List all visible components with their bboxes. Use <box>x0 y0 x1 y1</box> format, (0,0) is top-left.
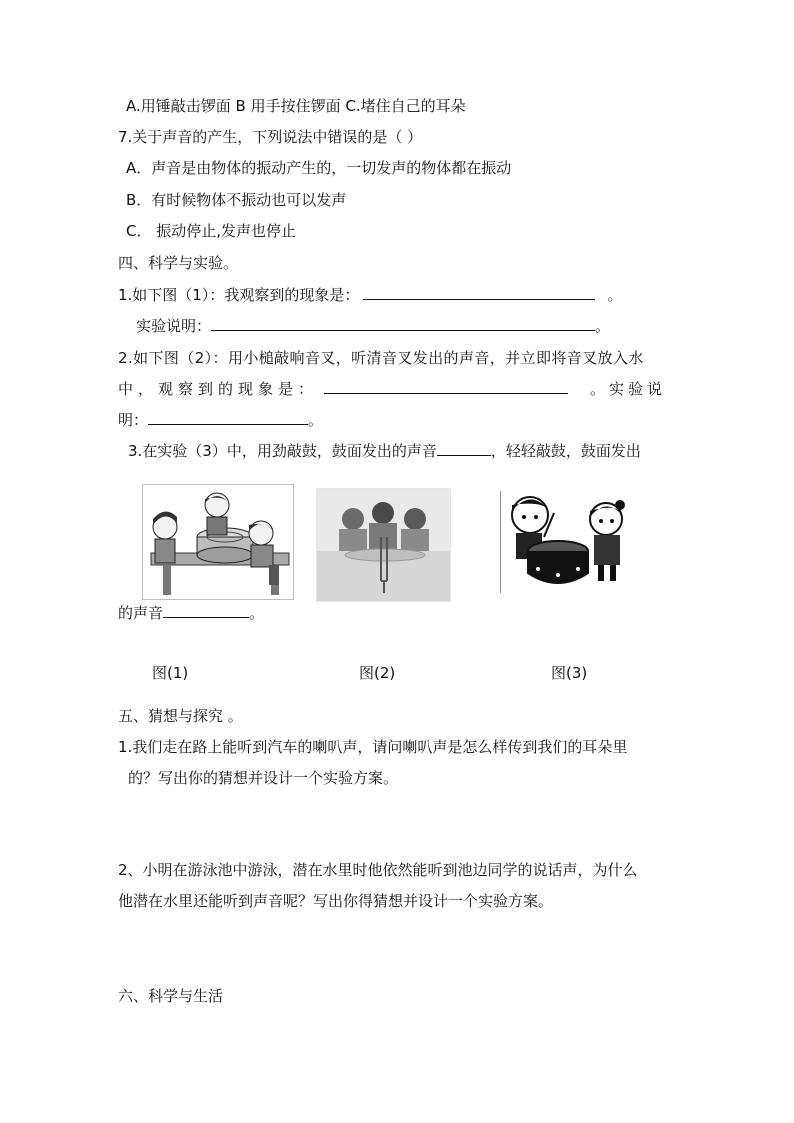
s5-q2-line2: 他潜在水里还能听到声音呢？写出你得猜想并设计一个实验方案。 <box>118 892 554 910</box>
s4-q3-line1 <box>128 441 641 461</box>
s4-q3-text-cont: ，轻轻敲鼓，鼓面发出 <box>490 442 641 460</box>
s4-q1-explain-label: 实验说明： <box>136 317 212 335</box>
s4-q2-explain-blank[interactable] <box>148 410 308 425</box>
figure-2-image <box>316 488 451 602</box>
s4-q3-text: 3.在实验（3）中，用劲敲鼓，鼓面发出的声音 <box>128 442 437 460</box>
figure-1-drawing <box>143 485 293 599</box>
s5-q1-line2: 的？写出你的猜想并设计一个实验方案。 <box>128 769 399 787</box>
s5-q2-line1: 2、小明在游泳池中游泳，潜在水里时他依然能听到池边同学的说话声，为什么 <box>118 861 638 879</box>
s4-q2-explain-end: 。 <box>308 411 324 429</box>
s4-q2-line2 <box>118 379 666 399</box>
q7-stem: 7.关于声音的产生，下列说法中错误的是（ ） <box>118 128 423 146</box>
figure-3-caption: 图(3) <box>551 664 588 682</box>
figure-3-image <box>499 488 639 596</box>
s4-q1-end: 。 <box>607 286 623 304</box>
figure-2-caption: 图(2) <box>359 664 396 682</box>
q6-options: A.用锤敲击锣面 B 用手按住锣面 C.堵住自己的耳朵 <box>126 97 466 115</box>
q7-option-c: C． 振动停止,发声也停止 <box>126 222 297 240</box>
figure-1-caption: 图(1) <box>152 664 189 682</box>
s4-q1-text: 1.如下图（1）：我观察到的现象是： <box>118 286 360 304</box>
figure-2-drawing <box>317 489 450 601</box>
s4-q3-soft-blank[interactable] <box>163 603 249 618</box>
s4-q3-soft-label: 的声音 <box>118 604 164 622</box>
s4-q1-explain <box>136 316 610 336</box>
section4-title: 四、科学与实验。 <box>118 254 239 272</box>
s4-q3-end: 。 <box>249 604 265 622</box>
s4-q3-loud-blank[interactable] <box>437 441 491 456</box>
s4-q2-line3 <box>118 410 323 430</box>
s5-q1-line1: 1.我们走在路上能听到汽车的喇叭声，请问喇叭声是怎么样传到我们的耳朵里 <box>118 738 628 756</box>
s4-q3-line2 <box>118 603 264 623</box>
s4-q1-explain-end: 。 <box>595 317 611 335</box>
s4-q2-observe-blank[interactable] <box>324 379 568 394</box>
s4-q2-line1: 2.如下图（2）：用小槌敲响音叉，听清音叉发出的声音，并立即将音叉放入水 <box>118 349 644 367</box>
figure-1-image <box>142 484 294 600</box>
s4-q2-explain-prefix: 。实验说 <box>590 380 667 398</box>
s4-q2-explain-label: 明： <box>118 411 149 429</box>
section5-title: 五、猜想与探究 。 <box>118 707 243 725</box>
s4-q1-answer-blank[interactable] <box>363 285 595 300</box>
s4-q1-explain-blank[interactable] <box>211 316 595 331</box>
s4-q2-observe-label: 中，观察到的现象是： <box>118 380 319 398</box>
q7-option-a: A．声音是由物体的振动产生的，一切发声的物体都在振动 <box>126 159 512 177</box>
figure-3-drawing <box>500 489 638 595</box>
q7-option-b: B．有时候物体不振动也可以发声 <box>126 191 347 209</box>
section6-title: 六、科学与生活 <box>118 987 224 1005</box>
s4-q1 <box>118 285 622 305</box>
